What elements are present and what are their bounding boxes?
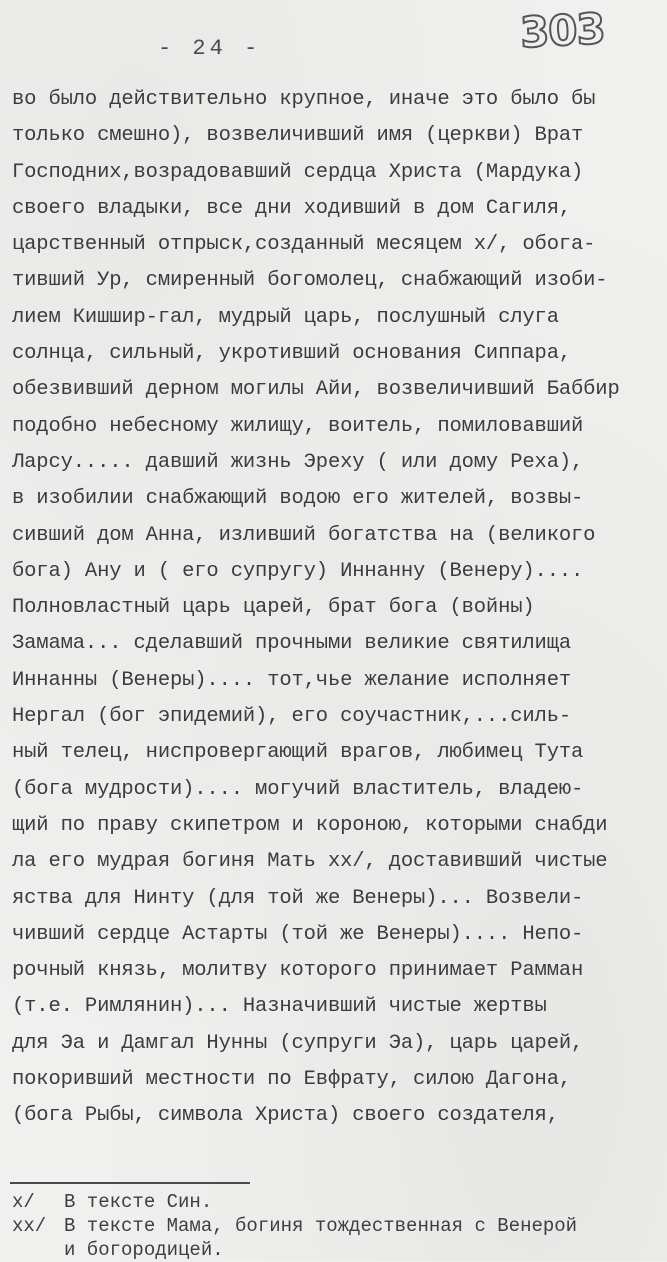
text-line: рочный князь, молитву которого принимает Рамман — [12, 959, 584, 983]
text-line: яства для Нинту (для той же Венеры)... Возвели- — [12, 886, 584, 910]
text-line: царственный отпрыск,созданный месяцем x/, обога- — [12, 233, 596, 257]
text-line: обезвивший дерном могилы Айи, возвеличивший Баббир — [12, 378, 620, 402]
text-line: Замама... сделавший прочными великие святилища — [12, 632, 571, 656]
page-number: - 24 - — [158, 36, 262, 61]
footnote-marker: x/ — [12, 1191, 35, 1213]
footnote-marker: xx/ — [12, 1215, 47, 1237]
footnotes — [12, 1190, 662, 1262]
text-line: Господних,возрадовавший сердца Христа (Мардука) — [12, 160, 584, 184]
text-line: ла его мудрая богиня Мать xx/, доставивший чистые — [12, 850, 608, 874]
footnote — [12, 1190, 662, 1214]
text-line: ный телец, ниспровергающий врагов, любимец Тута — [12, 741, 584, 765]
text-line: для Эа и Дамгал Нунны (супруги Эа), царь царей, — [12, 1031, 584, 1055]
text-line: в изобилии снабжающий водою его жителей, возвы- — [12, 487, 584, 511]
text-line: Иннанны (Венеры).... тот,чье желание исполняет — [12, 668, 571, 692]
text-line: лием Кишшир-гал, мудрый царь, послушный слуга — [12, 305, 559, 329]
text-line: подобно небесному жилищу, воитель, помиловавший — [12, 414, 584, 438]
handwritten-archive-number: 303 — [518, 3, 606, 58]
text-line: (т.е. Римлянин)... Назначивший чистые жертвы — [12, 995, 547, 1019]
text-line: Полновластный царь царей, брат бога (войны) — [12, 596, 535, 620]
text-line: покоривший местности по Евфрату, силою Дагона, — [12, 1068, 571, 1092]
text-line: только смешно), возвеличивший имя (церкви) Врат — [12, 124, 584, 148]
text-line: своего владыки, все дни ходивший в дом Сагиля, — [12, 196, 571, 220]
text-line: чивший сердце Астарты (той же Венеры).... Непо- — [12, 922, 584, 946]
footnote — [12, 1214, 662, 1262]
text-line: бога) Ану и ( его супругу) Иннанну (Венеру).... — [12, 559, 584, 583]
text-line: Нергал (бог эпидемий), его соучастник,...силь- — [12, 705, 571, 729]
footnote-text: В тексте Син. — [64, 1191, 213, 1213]
text-line: тивший Ур, смиренный богомолец, снабжающий изоби- — [12, 269, 608, 293]
text-line: сивший дом Анна, изливший богатства на (великого — [12, 523, 596, 547]
text-line: (бога мудрости).... могучий властитель, владею- — [12, 777, 584, 801]
text-line: щий по праву скипетром и короною, которыми снабди — [12, 813, 608, 837]
footnote-text: В тексте Мама, богиня тождественная с Венерой и богородицей. — [64, 1215, 578, 1261]
text-line: солнца, сильный, укротивший основания Сиппара, — [12, 342, 571, 366]
text-line: Ларсу..... давший жизнь Эреху ( или дому Реха), — [12, 450, 584, 474]
footnote-divider — [10, 1182, 250, 1184]
text-line: во было действительно крупное, иначе это было бы — [12, 88, 596, 111]
main-text — [12, 82, 662, 1135]
text-line: (бога Рыбы, символа Христа) своего создателя, — [12, 1104, 559, 1128]
